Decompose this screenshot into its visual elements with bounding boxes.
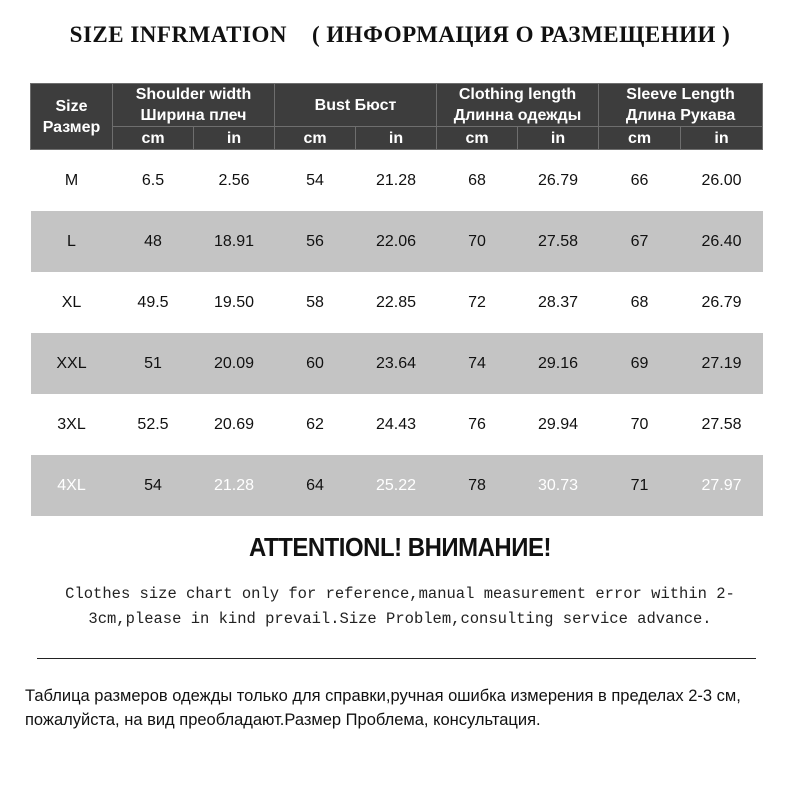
unit-header: in bbox=[194, 127, 275, 150]
value-cell: 29.16 bbox=[518, 333, 599, 394]
bust-header bbox=[275, 84, 437, 127]
value-cell: 28.37 bbox=[538, 293, 579, 311]
disclaimer-english: Clothes size chart only for reference,manual measurement error within 2-3cm,please in kind prevail.Size Problem,consulting service advance. bbox=[65, 585, 735, 628]
disclaimer-russian: Таблица размеров одежды только для справки,ручная ошибка измерения в пределах 2-3 см, пожалуйста, на вид преобладают.Размер Проблема, консультация. bbox=[25, 687, 741, 729]
value-cell: 74 bbox=[437, 333, 518, 394]
unit-header: in bbox=[518, 127, 599, 150]
shoulder-width-header-en: Shoulder width bbox=[135, 86, 252, 103]
value-cell: 71 bbox=[599, 455, 681, 516]
value-cell: 48 bbox=[113, 211, 194, 272]
value-cell: 66 bbox=[630, 171, 649, 189]
size-cell: XXL bbox=[31, 333, 113, 394]
value-cell: 70 bbox=[437, 211, 518, 272]
value-cell: 27.97 bbox=[681, 455, 763, 516]
value-cell: 78 bbox=[437, 455, 518, 516]
size-cell: 3XL bbox=[57, 415, 86, 433]
value-cell: 56 bbox=[275, 211, 356, 272]
value-cell: 24.43 bbox=[375, 415, 417, 433]
value-cell: 29.94 bbox=[538, 415, 579, 433]
value-cell: 54 bbox=[306, 171, 324, 189]
sleeve-length-header-en: Sleeve Length bbox=[626, 86, 735, 103]
value-cell: 30.73 bbox=[518, 455, 599, 516]
value-cell: 18.91 bbox=[194, 211, 275, 272]
value-cell: 69 bbox=[599, 333, 681, 394]
bust-header-label: Bust Бюст bbox=[314, 96, 397, 114]
size-cell: 4XL bbox=[31, 455, 113, 516]
clothing-length-header bbox=[437, 84, 599, 127]
value-cell: 27.19 bbox=[681, 333, 763, 394]
size-header-en: Size bbox=[55, 97, 88, 115]
size-header-ru: Размер bbox=[42, 118, 101, 136]
value-cell: 68 bbox=[630, 293, 649, 311]
value-cell: 27.58 bbox=[701, 415, 742, 433]
value-cell: 21.28 bbox=[375, 171, 417, 189]
unit-header: in bbox=[356, 127, 437, 150]
value-cell: 72 bbox=[468, 293, 486, 311]
size-chart-table bbox=[30, 83, 763, 516]
unit-header: cm bbox=[437, 127, 518, 150]
shoulder-width-header bbox=[113, 84, 275, 127]
unit-header: in bbox=[681, 127, 763, 150]
value-cell: 19.50 bbox=[213, 293, 255, 311]
table-unit-row bbox=[31, 127, 763, 150]
value-cell: 25.22 bbox=[356, 455, 437, 516]
value-cell: 26.40 bbox=[681, 211, 763, 272]
divider bbox=[37, 658, 756, 659]
page-title: SIZE INFRMATION ( ИНФОРМАЦИЯ О РАЗМЕЩЕНИИ ) bbox=[69, 22, 731, 47]
size-cell: XL bbox=[61, 293, 82, 311]
value-cell: 21.28 bbox=[194, 455, 275, 516]
table-row bbox=[31, 394, 763, 455]
value-cell: 20.69 bbox=[213, 415, 255, 433]
clothing-length-header-ru: Длинна одежды bbox=[453, 107, 582, 124]
value-cell: 62 bbox=[306, 415, 324, 433]
value-cell: 26.79 bbox=[701, 293, 742, 311]
unit-header: cm bbox=[113, 127, 194, 150]
value-cell: 54 bbox=[113, 455, 194, 516]
table-header-row bbox=[31, 84, 763, 127]
attention-heading: ATTENTIONL! ВНИМАНИЕ! bbox=[249, 532, 551, 562]
value-cell: 2.56 bbox=[218, 171, 250, 189]
table-row bbox=[31, 211, 763, 272]
shoulder-width-header-ru: Ширина плеч bbox=[140, 107, 247, 124]
unit-header: cm bbox=[599, 127, 681, 150]
size-cell: M bbox=[64, 171, 79, 189]
value-cell: 58 bbox=[306, 293, 324, 311]
size-column-header bbox=[31, 84, 113, 150]
sleeve-length-header-ru: Длина Рукава bbox=[625, 107, 736, 124]
table-row bbox=[31, 272, 763, 333]
value-cell: 22.85 bbox=[375, 293, 417, 311]
value-cell: 26.00 bbox=[701, 171, 742, 189]
value-cell: 60 bbox=[275, 333, 356, 394]
size-cell: L bbox=[31, 211, 113, 272]
value-cell: 51 bbox=[113, 333, 194, 394]
value-cell: 70 bbox=[630, 415, 649, 433]
value-cell: 6.5 bbox=[141, 171, 165, 189]
value-cell: 20.09 bbox=[194, 333, 275, 394]
value-cell: 67 bbox=[599, 211, 681, 272]
table-row bbox=[31, 455, 763, 516]
value-cell: 52.5 bbox=[137, 415, 169, 433]
table-row bbox=[31, 150, 763, 212]
unit-header: cm bbox=[275, 127, 356, 150]
sleeve-length-header bbox=[599, 84, 763, 127]
value-cell: 22.06 bbox=[356, 211, 437, 272]
clothing-length-header-en: Clothing length bbox=[458, 86, 577, 103]
value-cell: 49.5 bbox=[137, 293, 169, 311]
value-cell: 27.58 bbox=[518, 211, 599, 272]
value-cell: 68 bbox=[468, 171, 486, 189]
value-cell: 23.64 bbox=[356, 333, 437, 394]
table-row bbox=[31, 333, 763, 394]
value-cell: 64 bbox=[275, 455, 356, 516]
value-cell: 26.79 bbox=[538, 171, 579, 189]
value-cell: 76 bbox=[468, 415, 486, 433]
